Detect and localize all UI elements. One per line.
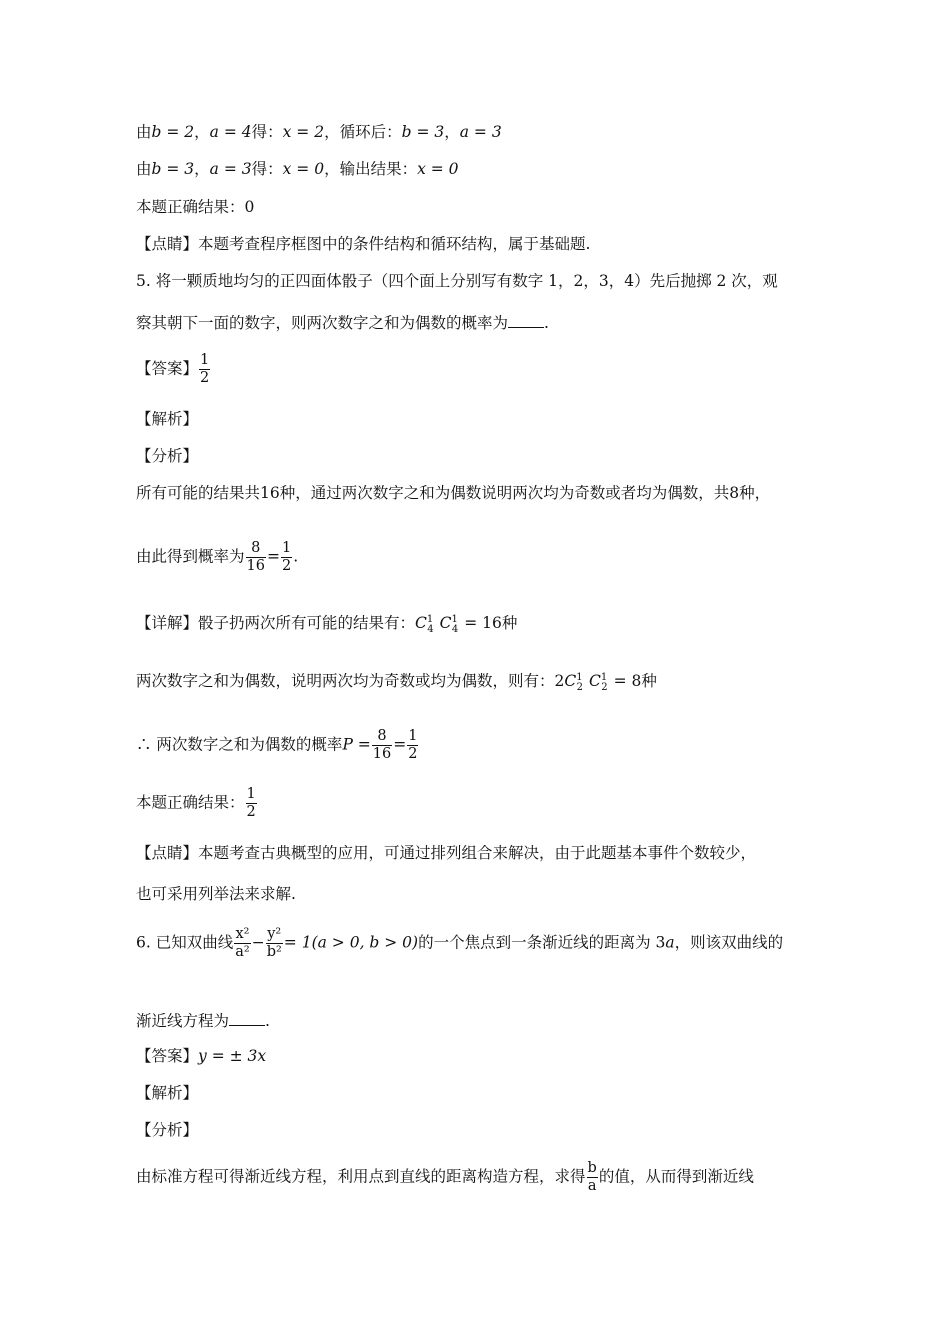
fraction: $\frac{1}{2}$	[200, 352, 210, 386]
analysis-sub-heading: 【分析】	[136, 447, 199, 465]
solution-line-2: 由b = 3，a = 3得：x = 0，输出结果：x = 0	[136, 160, 459, 178]
fraction: $\frac{\text{x²}}{\text{a²}}$	[235, 926, 250, 960]
probability-line: 由此得到概率为 $\frac{8}{16}$ = $\frac{1}{2}$ .	[136, 540, 299, 574]
answer-5-line: 【答案】 $\frac{1}{2}$	[136, 352, 210, 386]
comment-line-q4: 【点睛】本题考查程序框图中的条件结构和循环结构，属于基础题.	[136, 235, 591, 253]
question-5-line-2: 察其朝下一面的数字，则两次数字之和为偶数的概率为 .	[136, 314, 549, 332]
analysis-heading-6: 【解析】	[136, 1084, 199, 1102]
fraction: $\frac{1}{2}$	[246, 786, 256, 820]
fraction: $\frac{1}{2}$	[281, 540, 292, 574]
comment-line-q5-2: 也可采用列举法来求解.	[136, 885, 296, 903]
analysis-text: 所有可能的结果共16种，通过两次数字之和为偶数说明两次均为奇数或者均为偶数，共8种，	[136, 484, 771, 502]
detail-line-1: 【详解】骰子扔两次所有可能的结果有：$C^1_4$ $C^1_4 = 16$种	[136, 614, 518, 636]
analysis-heading: 【解析】	[136, 410, 199, 428]
correct-result-line: 本题正确结果：0	[136, 198, 255, 216]
question-6-line-2: 渐近线方程为 .	[136, 1012, 270, 1030]
fraction: $\frac{\text{y²}}{\text{b²}}$	[266, 926, 282, 960]
question-6-line-1: 6. 已知双曲线 $\frac{\text{x²}}{\text{a²}}$ − $\frac{\text{y²}}{\text{b²}}$ = 1(a > 0, b > 0)的一个焦点到一条渐近线的距离为 3a，则该双曲线的	[136, 926, 784, 960]
detail-line-3: ∴ 两次数字之和为偶数的概率P = $\frac{8}{16}$ = $\frac{1}{2}$	[136, 728, 418, 762]
correct-result-line-2: 本题正确结果： $\frac{1}{2}$	[136, 786, 256, 820]
fraction: $\frac{8}{16}$	[246, 540, 265, 574]
solution-line-1: 由b = 2，a = 4得：x = 2，循环后：b = 3，a = 3	[136, 123, 502, 141]
answer-6-line: 【答案】y = ± 3x	[136, 1047, 267, 1065]
answer-blank	[229, 1011, 265, 1026]
question-5-line-1: 5. 将一颗质地均匀的正四面体骰子（四个面上分别写有数字 1，2，3，4）先后抛掷 2 次，观	[136, 272, 778, 290]
fraction: $\frac{1}{2}$	[408, 728, 418, 762]
analysis-text-6: 由标准方程可得渐近线方程，利用点到直线的距离构造方程，求得 $\frac{b}{a}$ 的值，从而得到渐近线	[136, 1160, 754, 1194]
analysis-sub-heading-6: 【分析】	[136, 1121, 199, 1139]
fraction: $\frac{8}{16}$	[372, 728, 392, 762]
comment-line-q5-1: 【点睛】本题考查古典概型的应用，可通过排列组合来解决，由于此题基本事件个数较少，	[136, 844, 757, 862]
detail-line-2: 两次数字之和为偶数，说明两次均为奇数或均为偶数，则有：$2C^1_2$ $C^1_2 = 8$种	[136, 672, 657, 694]
fraction: $\frac{b}{a}$	[587, 1160, 597, 1194]
answer-blank	[508, 313, 544, 328]
